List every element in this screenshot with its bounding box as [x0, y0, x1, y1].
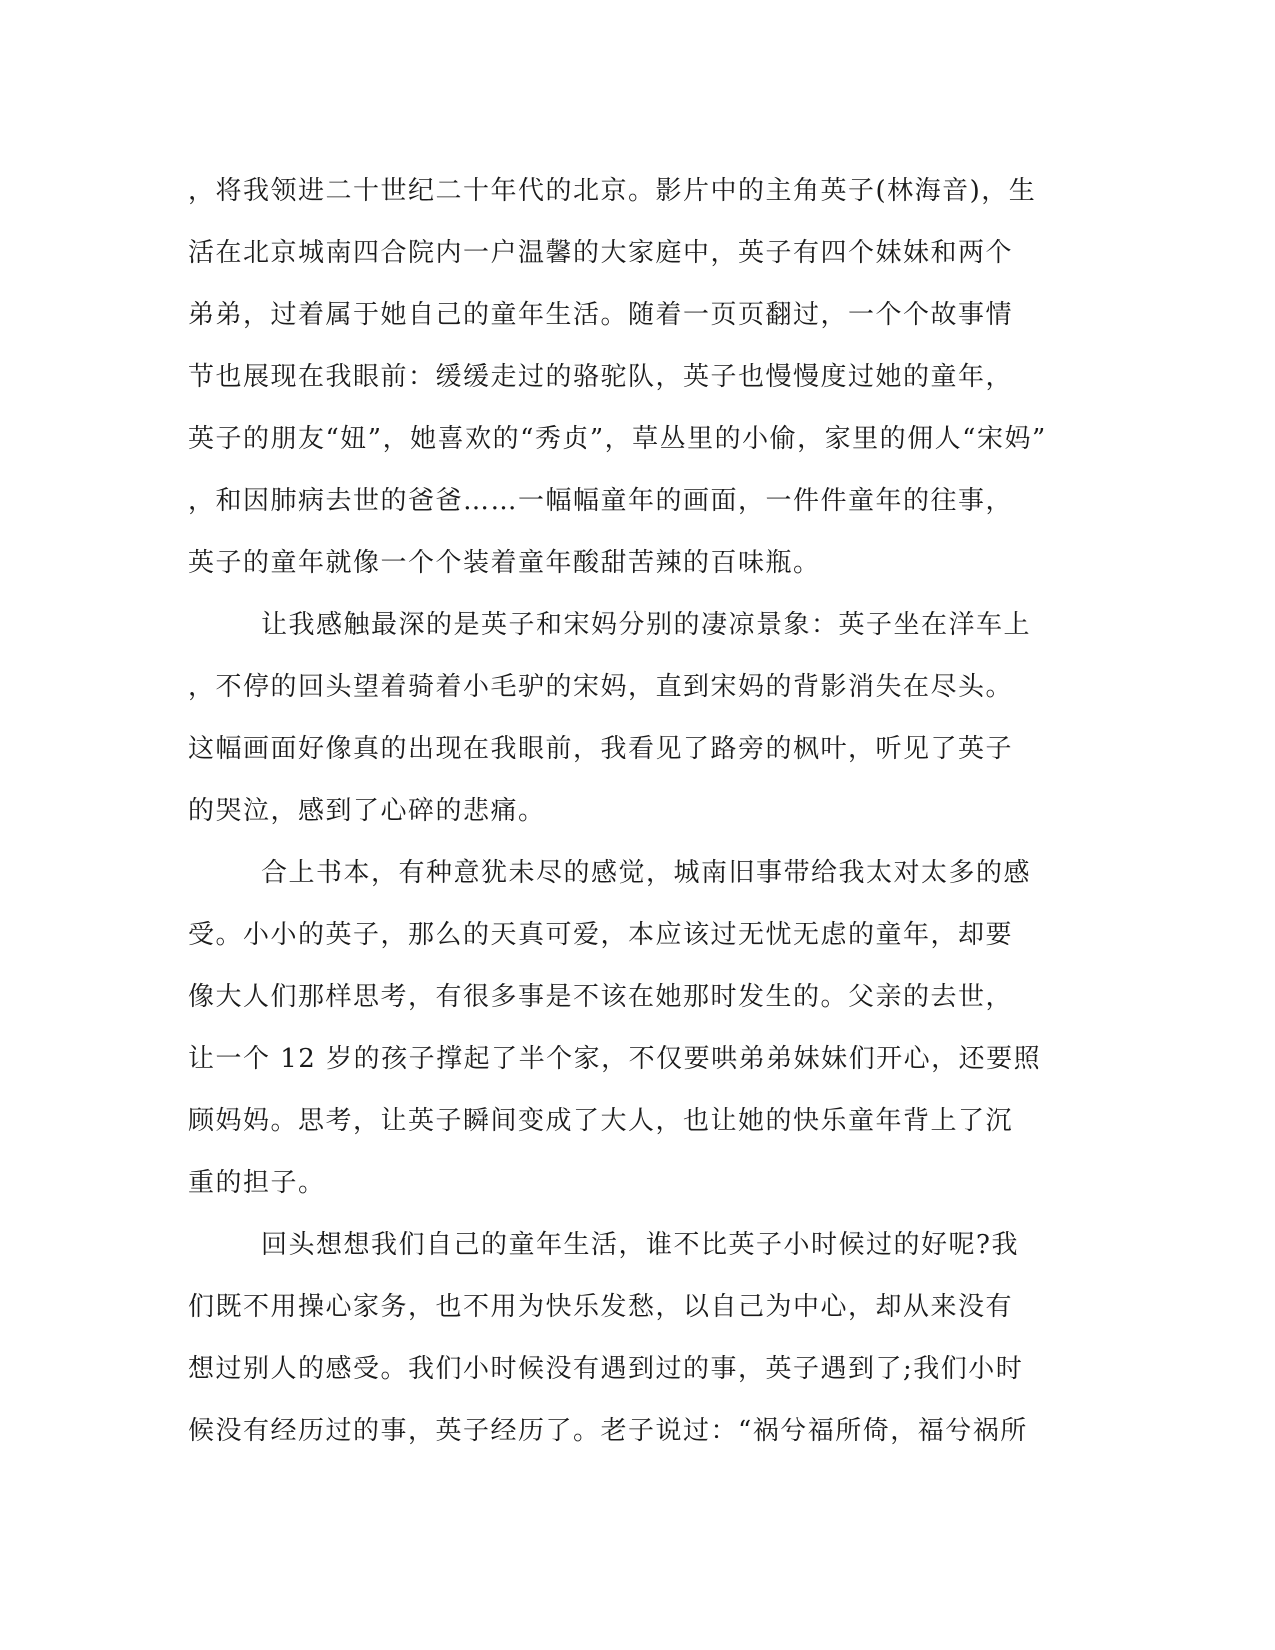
text-line: 受。小小的英子，那么的天真可爱，本应该过无忧无虑的童年，却要: [188, 920, 1014, 950]
text-line: 顾妈妈。思考，让英子瞬间变成了大人，也让她的快乐童年背上了沉: [188, 1106, 1014, 1136]
text-line: 候没有经历过的事，英子经历了。老子说过：“祸兮福所倚，福兮祸所: [188, 1416, 1028, 1446]
paragraph-start-line: 让我感触最深的是英子和宋妈分别的凄凉景象：英子坐在洋车上: [261, 610, 1032, 640]
text-line: 活在北京城南四合院内一户温馨的大家庭中，英子有四个妹妹和两个: [188, 238, 1014, 268]
paragraph-start-line: 回头想想我们自己的童年生活，谁不比英子小时候过的好呢?我: [261, 1230, 1019, 1260]
paragraph-start-line: 合上书本，有种意犹未尽的感觉，城南旧事带给我太对太多的感: [261, 858, 1032, 888]
text-line: ，不停的回头望着骑着小毛驴的宋妈，直到宋妈的背影消失在尽头。: [188, 672, 1014, 702]
text-line: 让一个 12 岁的孩子撑起了半个家，不仅要哄弟弟妹妹们开心，还要照: [188, 1044, 1042, 1074]
text-line: 英子的朋友“妞”，她喜欢的“秀贞”，草丛里的小偷，家里的佣人“宋妈”: [188, 424, 1047, 454]
text-line: 节也展现在我眼前：缓缓走过的骆驼队，英子也慢慢度过她的童年，: [188, 362, 1014, 392]
text-line: 英子的童年就像一个个装着童年酸甜苦辣的百味瓶。: [188, 548, 821, 578]
text-line: 这幅画面好像真的出现在我眼前，我看见了路旁的枫叶，听见了英子: [188, 734, 1014, 764]
text-line: 的哭泣，感到了心碎的悲痛。: [188, 796, 546, 826]
text-line: ，和因肺病去世的爸爸……一幅幅童年的画面，一件件童年的往事，: [188, 486, 1014, 516]
text-line: 弟弟，过着属于她自己的童年生活。随着一页页翻过，一个个故事情: [188, 300, 1014, 330]
text-line: 想过别人的感受。我们小时候没有遇到过的事，英子遇到了;我们小时: [188, 1354, 1024, 1384]
text-line: ，将我领进二十世纪二十年代的北京。影片中的主角英子(林海音)，生: [188, 176, 1037, 206]
text-line: 像大人们那样思考，有很多事是不该在她那时发生的。父亲的去世，: [188, 982, 1014, 1012]
text-line: 重的担子。: [188, 1168, 326, 1198]
text-line: 们既不用操心家务，也不用为快乐发愁，以自己为中心，却从来没有: [188, 1292, 1014, 1322]
body-text: [188, 160, 1088, 1462]
